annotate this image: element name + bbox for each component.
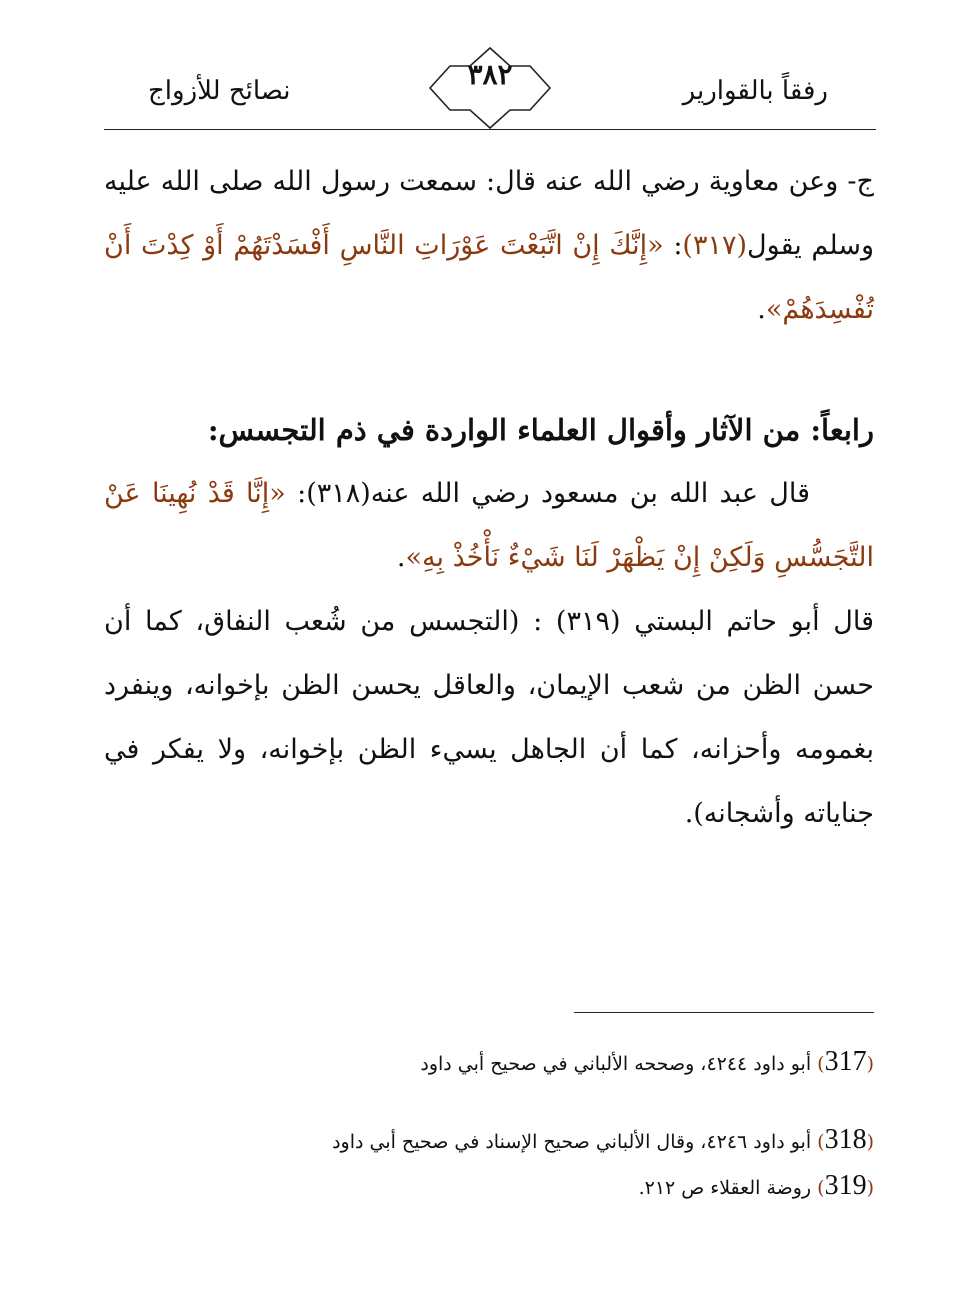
footnote-ref-318: (٣١٨) <box>306 478 371 509</box>
paragraph-text: ج- وعن معاوية رضي الله عنه قال: سمعت رسول الله صلى الله عليه وسلم يقول <box>104 166 875 261</box>
footnote-paren: ) <box>817 1177 825 1199</box>
paragraph-text: : (التجسس من شُعب النفاق، كما أن حسن الظن من شعب الإيمان، والعاقل يحسن الظن بإخوانه، وينفرد بغمومه وأحزانه، كما أن الجاهل يسيء الظن بإخوانه، ولا يفكر في جناياته وأشجانه). <box>104 606 874 829</box>
paragraph-text: : <box>285 478 307 509</box>
footnote-text: أبو داود ٤٢٤٦، وقال الألباني صحيح الإسناد في صحيح أبي داود <box>332 1131 818 1153</box>
page-number-badge <box>426 46 554 130</box>
paragraph-text: . <box>396 542 406 573</box>
paragraph-abu-hatim <box>104 590 874 846</box>
footnote-paren: ) <box>817 1053 825 1075</box>
section-heading: رابعاً: من الآثار وأقوال العلماء الواردة في ذم التجسس: <box>207 413 874 447</box>
paragraph-text: : <box>663 230 683 261</box>
footnote-ref-317: (٣١٧) <box>682 230 748 261</box>
footnote-text: أبو داود ٤٢٤٤، وصححه الألباني في صحيح أبي داود <box>420 1053 818 1075</box>
book-title: رفقاً بالقوارير <box>682 76 828 106</box>
header-divider <box>104 129 876 130</box>
footnote-item <box>420 1046 874 1078</box>
paragraph-text: . <box>757 294 766 325</box>
footnote-number: 319 <box>824 1170 867 1201</box>
chapter-title: نصائح للأزواج <box>148 76 291 106</box>
footnote-number: 317 <box>824 1046 867 1077</box>
footnote-text: روضة العقلاء ص ٢١٢. <box>638 1177 818 1199</box>
paragraph-ibn-masud <box>104 462 874 590</box>
hadith-quote: «إِنَّكَ إِنْ اتَّبَعْتَ عَوْرَاتِ النَّاسِ أَفْسَدْتَهُمْ أَوْ كِدْتَ أَنْ تُفْسِدَهُمْ» <box>104 230 874 325</box>
footnote-paren: ( <box>866 1131 874 1153</box>
main-content <box>104 150 874 846</box>
footnote-ref-319: (٣١٩) <box>555 606 621 637</box>
footnote-divider <box>574 1012 874 1013</box>
footnote-paren: ( <box>866 1053 874 1075</box>
page-header <box>104 46 876 130</box>
paragraph-muawiya <box>104 150 874 342</box>
footnote-paren: ( <box>866 1177 874 1199</box>
paragraph-text: قال عبد الله بن مسعود رضي الله عنه <box>370 478 810 509</box>
page-number: ٣٨٢ <box>467 58 513 91</box>
footnote-item <box>639 1170 874 1202</box>
footnote-item <box>332 1124 874 1156</box>
paragraph-text: قال أبو حاتم البستي <box>620 606 875 637</box>
athar-quote: «إِنَّا قَدْ نُهِينَا عَنْ التَّجَسُّسِ وَلَكِنْ إِنْ يَظْهَرْ لَنَا شَيْءٌ نَأْخُذْ بِهِ» <box>104 478 874 573</box>
footnote-number: 318 <box>824 1124 867 1155</box>
footnote-paren: ) <box>817 1131 825 1153</box>
